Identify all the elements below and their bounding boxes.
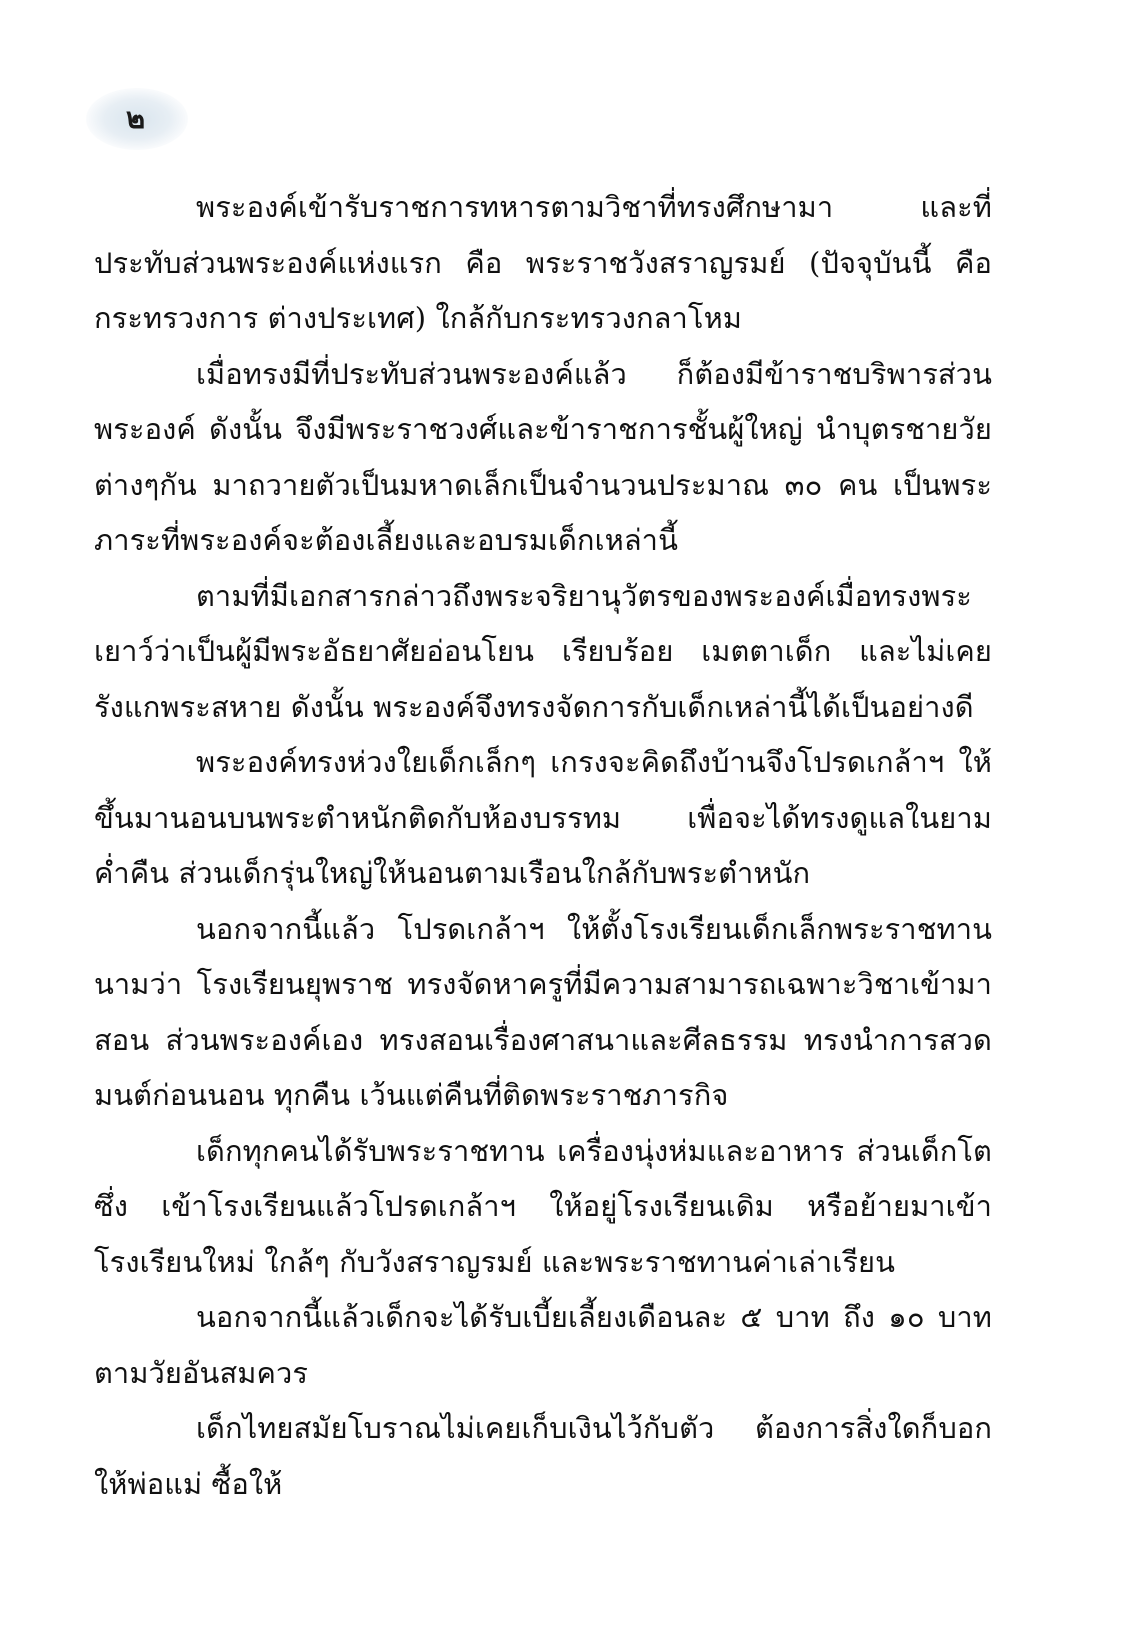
paragraph-1: พระองค์เข้ารับราชการทหารตามวิชาที่ทรงศึกษามา และที่ประทับส่วนพระองค์แห่งแรก คือ พระราชวังสราญรมย์ (ปัจจุบันนี้ คือกระทรวงการ ต่างประเทศ) ใกล้กับกระทรวงกลาโหม [94, 190, 992, 335]
paragraph-2: เมื่อทรงมีที่ประทับส่วนพระองค์แล้ว ก็ต้องมีข้าราชบริพารส่วนพระองค์ ดังนั้น จึงมีพระราชวงศ์และข้าราชการชั้นผู้ใหญ่ นำบุตรชายวัยต่างๆกัน มาถวายตัวเป็นมหาดเล็กเป็นจำนวนประมาณ ๓๐ คน เป็นพระภาระที่พระองค์จะต้องเลี้ยงและอบรมเด็กเหล่านี้ [94, 356, 992, 557]
document-body [94, 180, 992, 1512]
paragraph-7: นอกจากนี้แล้วเด็กจะได้รับเบี้ยเลี้ยงเดือนละ ๕ บาท ถึง ๑๐ บาท ตามวัยอันสมควร [94, 1300, 992, 1390]
paragraph-6: เด็กทุกคนได้รับพระราชทาน เครื่องนุ่งห่มและอาหาร ส่วนเด็กโตซึ่ง เข้าโรงเรียนแล้วโปรดเกล้าฯ ให้อยู่โรงเรียนเดิม หรือย้ายมาเข้าโรงเรียนใหม่ ใกล้ๆ กับวังสราญรมย์ และพระราชทานค่าเล่าเรียน [94, 1133, 992, 1279]
paragraph-5: นอกจากนี้แล้ว โปรดเกล้าฯ ให้ตั้งโรงเรียนเด็กเล็กพระราชทานนามว่า โรงเรียนยุพราช ทรงจัดหาครูที่มีความสามารถเฉพาะวิชาเข้ามาสอน ส่วนพระองค์เอง ทรงสอนเรื่องศาสนาและศีลธรรม ทรงนำการสวดมนต์ก่อนนอน ทุกคืน เว้นแต่คืนที่ติดพระราชภารกิจ [94, 911, 992, 1112]
page-number: ๒ [126, 101, 146, 135]
paragraph-3: ตามที่มีเอกสารกล่าวถึงพระจริยานุวัตรของพระองค์เมื่อทรงพระเยาว์ว่าเป็นผู้มีพระอัธยาศัยอ่อนโยน เรียบร้อย เมตตาเด็ก และไม่เคยรังแกพระสหาย ดังนั้น พระองค์จึงทรงจัดการกับเด็กเหล่านี้ได้เป็นอย่างดี [94, 578, 992, 724]
paragraph-8: เด็กไทยสมัยโบราณไม่เคยเก็บเงินไว้กับตัว ต้องการสิ่งใดก็บอกให้พ่อแม่ ซื้อให้ [94, 1411, 992, 1501]
paragraph-4: พระองค์ทรงห่วงใยเด็กเล็กๆ เกรงจะคิดถึงบ้านจึงโปรดเกล้าฯ ให้ขึ้นมานอนบนพระตำหนักติดกับห้องบรรทม เพื่อจะได้ทรงดูแลในยามค่ำคืน ส่วนเด็กรุ่นใหญ่ให้นอนตามเรือนใกล้กับพระตำหนัก [94, 745, 992, 890]
